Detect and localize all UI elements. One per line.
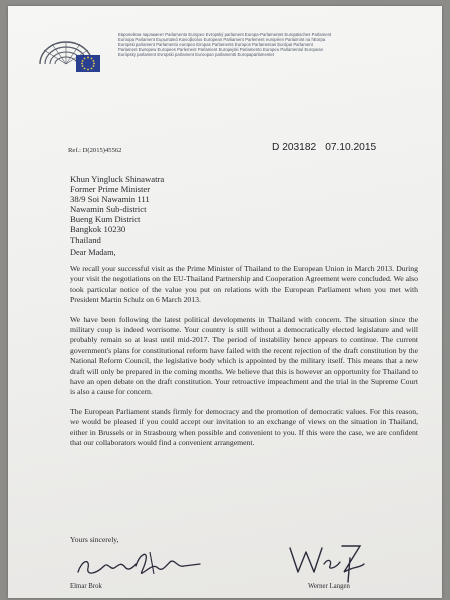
- address-line: Bueng Kum District: [70, 214, 141, 225]
- reference-number: Ref.: D(2015)45562: [68, 147, 122, 154]
- address-line: Former Prime Minister: [70, 184, 151, 195]
- address-line: Bangkok 10230: [70, 224, 126, 235]
- signature-werner-langen-icon: [284, 538, 374, 584]
- header-line: Parlament Ewropew Europees Parlement Parlament Europejski Parlamento Europeu Parlamentul European: [118, 47, 324, 53]
- header-line: Európsky parlament Evropski parlament Euroopan parlamentti Europaparlamentet: [118, 52, 275, 58]
- body-paragraph: We have been following the latest political developments in Thailand with concern. The situation since the military coup is indeed worrisome. Your country is still without a democratically elected legislature and will probably remain so at least until mid-2017. The period of instability hence appears to continue. The current government's plans for constitutional reform have failed with the recent rejection of the draft constitution by the National Reform Council, the legislative body which is appointed by the military itself. This means that a new draft will only be prepared in the coming months. We believe that this is however an opportunity for Thailand to have an open debate on the draft constitution. Your retroactive impeachment and the trial in the Supreme Court is also a cause for concern.: [70, 314, 418, 397]
- address-line: 38/9 Soi Nawamin 111: [70, 194, 150, 205]
- document-reference: [272, 142, 376, 153]
- header-line: Europski parlament Parlamento europeo Eiropas Parlaments Europos Parlamentas Európai Parlament: [118, 42, 313, 48]
- letter-body: [70, 264, 418, 458]
- header-line: Европейски парламент Parlamento Europeo Evropský parlament Europa-Parlamentet Europäisches Parlament: [118, 32, 332, 37]
- body-paragraph: The European Parliament stands firmly for democracy and the promotion of democratic values. For this reason, we would be pleased if you could accept our invitation to an exchange of views on the situation in Thailand, either in Brussels or in Strasbourg when possible and convenient to you. If this were the case, we are confident that our collaborators would find a convenient arrangement.: [70, 406, 418, 448]
- body-paragraph: We recall your successful visit as the Prime Minister of Thailand to the European Union in March 2013. During your visit the negotiations on the EU-Thailand Partnership and Cooperation Agreement were concluded. We also took particular notice of the value you put on relations with the European Parliament when you met with President Martin Schulz on 6 March 2013.: [70, 264, 418, 305]
- closing: Yours sincerely,: [70, 535, 119, 544]
- letter-page: [8, 6, 442, 598]
- signatory-name: Elmar Brok: [70, 583, 102, 590]
- european-parliament-logo-icon: [36, 36, 106, 78]
- document-number: D 203182: [272, 142, 317, 153]
- document-date: 07.10.2015: [325, 142, 377, 153]
- address-line: Khun Yingluck Shinawatra: [70, 174, 165, 184]
- signature-elmar-brok-icon: [74, 546, 204, 582]
- parliament-names-header: [118, 32, 434, 57]
- signatory-name: Werner Langen: [308, 583, 350, 590]
- recipient-address: [70, 174, 164, 245]
- salutation: Dear Madam,: [70, 248, 116, 257]
- address-line: Thailand: [70, 234, 101, 245]
- header-line: Euroopa Parlament Ευρωπαϊκό Κοινοβούλιο European Parliament Parlement européen Parlaimint na hEorpa: [118, 37, 326, 43]
- address-line: Nawamin Sub-district: [70, 204, 147, 215]
